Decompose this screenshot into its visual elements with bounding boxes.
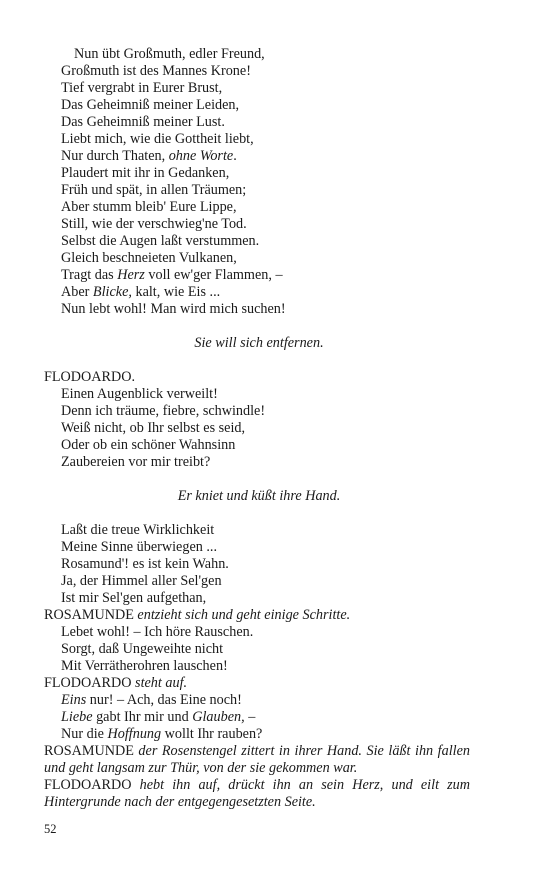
stage-direction: entzieht sich und geht einige Schritte. xyxy=(137,607,351,623)
verse-line: Selbst die Augen laßt verstummen. xyxy=(61,233,260,249)
speaker-name: ROSAMUNDE xyxy=(44,607,138,623)
verse-line: Ist mir Sel'gen aufgethan, xyxy=(61,590,207,606)
verse-line: Liebt mich, wie die Gottheit liebt, xyxy=(61,131,254,147)
verse-line: Liebe gabt Ihr mir und Glauben, – xyxy=(61,709,256,725)
verse-line: Sorgt, daß Ungeweihte nicht xyxy=(61,641,224,657)
verse-line: Mit Verrätherohren lauschen! xyxy=(61,658,228,674)
verse-line: Früh und spät, in allen Träumen; xyxy=(61,182,247,198)
verse-line: Einen Augenblick verweilt! xyxy=(61,386,218,402)
verse-line: Tief vergrabt in Eurer Brust, xyxy=(61,80,223,96)
verse-line: Großmuth ist des Mannes Krone! xyxy=(61,63,251,79)
speaker-line xyxy=(44,607,474,624)
verse-line: Zaubereien vor mir treibt? xyxy=(61,454,211,470)
verse-line: Oder ob ein schöner Wahnsinn xyxy=(61,437,236,453)
verse-line: Das Geheimniß meiner Lust. xyxy=(61,114,225,130)
speaker-name: FLODOARDO. xyxy=(44,369,136,385)
stage-direction: Er kniet und küßt ihre Hand. xyxy=(177,488,341,504)
verse-line: Tragt das Herz voll ew'ger Flammen, – xyxy=(61,267,283,283)
verse-line: Still, wie der verschwieg'ne Tod. xyxy=(61,216,247,232)
verse-line: Nun lebt wohl! Man wird mich suchen! xyxy=(61,301,286,317)
speaker-line xyxy=(44,675,474,692)
verse-line: Plaudert mit ihr in Gedanken, xyxy=(61,165,230,181)
verse-line: Weiß nicht, ob Ihr selbst es seid, xyxy=(61,420,246,436)
stage-direction: Sie will sich entfernen. xyxy=(194,335,324,351)
page-body xyxy=(44,46,474,811)
verse-line: Gleich beschneieten Vulkanen, xyxy=(61,250,237,266)
verse-line: Lebet wohl! – Ich höre Rauschen. xyxy=(61,624,254,640)
verse-line: Nur durch Thaten, ohne Worte. xyxy=(61,148,237,164)
verse-line: Ja, der Himmel aller Sel'gen xyxy=(61,573,222,589)
verse-line: Nur die Hoffnung wollt Ihr rauben? xyxy=(61,726,263,742)
verse-line: Laßt die treue Wirklichkeit xyxy=(61,522,215,538)
stage-direction: steht auf. xyxy=(135,675,188,691)
verse-line: Das Geheimniß meiner Leiden, xyxy=(61,97,240,113)
speaker-name: ROSAMUNDE xyxy=(44,743,139,759)
verse-line: Nun übt Großmuth, edler Freund, xyxy=(74,46,265,62)
speaker-name: FLODOARDO xyxy=(44,675,136,691)
verse-line: Rosamund'! es ist kein Wahn. xyxy=(61,556,229,572)
page-number: 52 xyxy=(44,822,57,836)
verse-line: Aber stumm bleib' Eure Lippe, xyxy=(61,199,237,215)
stage-direction: hebt ihn auf, drückt ihn an sein Herz, und eilt zum Hintergrunde nach der entgegengesetzten Seite. xyxy=(44,777,471,810)
speaker-name: FLODOARDO xyxy=(44,777,140,793)
verse-line: Aber Blicke, kalt, wie Eis ... xyxy=(61,284,221,300)
verse-line: Meine Sinne überwiegen ... xyxy=(61,539,218,555)
verse-line: Denn ich träume, fiebre, schwindle! xyxy=(61,403,266,419)
stage-paragraph xyxy=(44,777,470,811)
verse-line: Eins nur! – Ach, das Eine noch! xyxy=(61,692,242,708)
stage-direction: der Rosenstengel zittert in ihrer Hand. Sie läßt ihn fallen und geht langsam zur Thür, von der sie gekommen war. xyxy=(44,743,470,776)
stage-paragraph xyxy=(44,743,470,777)
